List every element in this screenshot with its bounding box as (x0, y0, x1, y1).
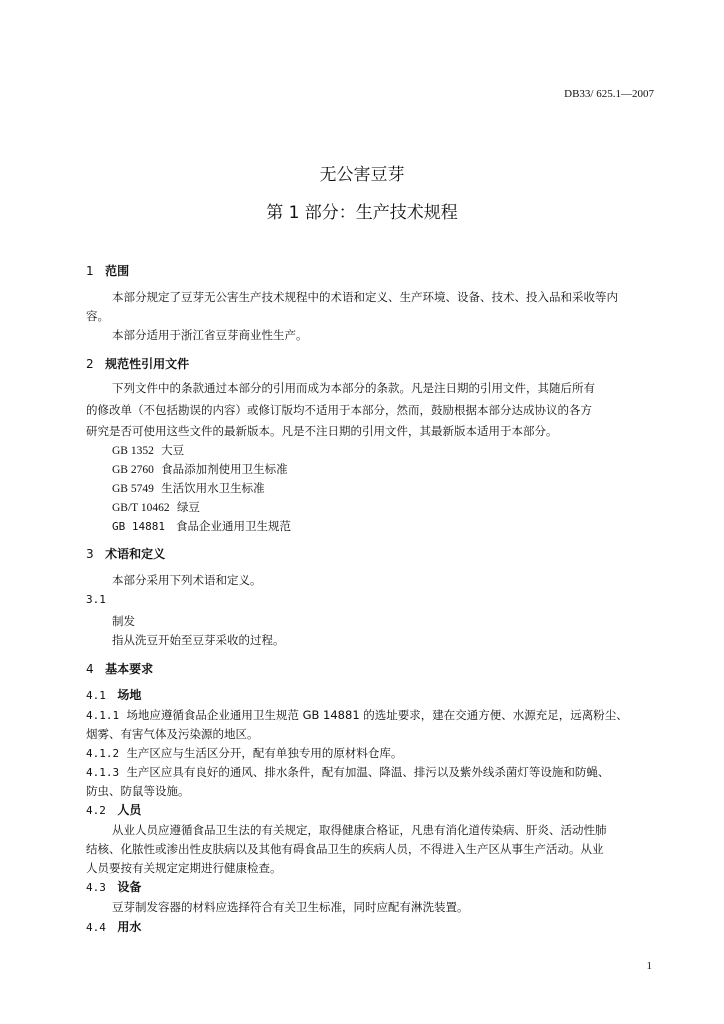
subsection-4-4-heading (86, 918, 141, 935)
paragraph: 容。 (86, 309, 109, 323)
clause-number: 4.1.3 (86, 766, 120, 779)
clause-text: 生产区应具有良好的通风、排水条件，配有加温、降温、排污以及紫外线杀菌灯等设施和防蝇、 (126, 765, 610, 779)
reference-item (112, 459, 288, 480)
paragraph: 下列文件中的条款通过本部分的引用而成为本部分的条款。凡是注日期的引用文件，其随后所有 (112, 381, 595, 395)
subsection-title: 场地 (117, 688, 142, 702)
reference-item (112, 440, 184, 461)
reference-name: 食品添加剂使用卫生标准 (161, 462, 288, 476)
document-subtitle: 第 1 部分：生产技术规程 (266, 203, 458, 223)
reference-code: GB 1352 (112, 445, 154, 457)
subsection-number: 3.1 (86, 593, 106, 606)
page-number: 1 (646, 960, 652, 972)
reference-item (112, 497, 200, 518)
section-number: 1 (86, 264, 94, 278)
section-number: 4 (86, 662, 94, 676)
section-3-heading (86, 545, 165, 562)
paragraph: 烟雾、有害气体及污染源的地区。 (86, 727, 259, 741)
section-2-heading (86, 355, 189, 372)
term-definition: 指从洗豆开始至豆芽采收的过程。 (112, 633, 285, 647)
reference-code: GB 2760 (112, 464, 154, 476)
section-number: 3 (86, 547, 94, 561)
reference-name: 生活饮用水卫生标准 (161, 481, 265, 495)
section-number: 2 (86, 357, 94, 371)
clause-4-1-2 (86, 743, 402, 764)
paragraph: 结核、化脓性或渗出性皮肤病以及其他有碍食品卫生的疾病人员，不得进入生产区从事生产活动。从业 (86, 842, 604, 856)
section-4-heading (86, 660, 153, 677)
clause-text: 场地应遵循食品企业通用卫生规范 GB 14881 的选址要求，建在交通方便、水源充足，远离粉尘、 (126, 708, 628, 722)
term: 制发 (112, 614, 135, 628)
document-title: 无公害豆芽 (319, 165, 405, 185)
paragraph: 豆芽制发容器的材料应选择符合有关卫生标准，同时应配有淋洗装置。 (112, 900, 469, 914)
paragraph: 从业人员应遵循食品卫生法的有关规定，取得健康合格证，凡患有消化道传染病、肝炎、活动性肺 (112, 823, 607, 837)
subsection-number: 4.3 (86, 881, 106, 894)
subsection-title: 人员 (117, 803, 142, 817)
paragraph: 的修改单（不包括勘误的内容）或修订版均不适用于本部分，然而，鼓励根据本部分达成协议的各方 (86, 403, 592, 417)
reference-name: 食品企业通用卫生规范 (175, 519, 291, 533)
reference-name: 大豆 (161, 443, 185, 457)
paragraph: 防虫、防鼠等设施。 (86, 784, 190, 798)
reference-item (112, 478, 265, 499)
subsection-title: 设备 (117, 880, 142, 894)
section-title: 范围 (105, 264, 130, 278)
paragraph: 本部分采用下列术语和定义。 (112, 573, 262, 587)
clause-4-1-1 (86, 705, 628, 726)
paragraph: 本部分规定了豆芽无公害生产技术规程中的术语和定义、生产环境、设备、技术、投入品和采收等内 (112, 290, 618, 304)
clause-4-1-3 (86, 762, 609, 783)
section-title: 术语和定义 (105, 547, 166, 561)
subsection-number: 4.1 (86, 689, 106, 702)
reference-item (112, 516, 291, 537)
subsection-title: 用水 (117, 920, 142, 934)
clause-number: 4.1.2 (86, 747, 120, 760)
reference-code: GB 5749 (112, 483, 154, 495)
document-number: DB33/ 625.1—2007 (564, 88, 654, 100)
subsection-number: 4.4 (86, 921, 106, 934)
section-1-heading (86, 262, 129, 279)
paragraph: 本部分适用于浙江省豆芽商业性生产。 (112, 328, 308, 342)
reference-code: GB 14881 (112, 520, 165, 533)
subsection-4-2-heading (86, 801, 141, 818)
reference-code: GB/T 10462 (112, 502, 170, 514)
paragraph: 研究是否可使用这些文件的最新版本。凡是不注日期的引用文件，其最新版本适用于本部分。 (86, 424, 558, 438)
section-title: 基本要求 (105, 662, 154, 676)
subsection-4-1-heading (86, 686, 141, 703)
subsection-number: 4.2 (86, 804, 106, 817)
subsection-4-3-heading (86, 878, 141, 895)
paragraph: 人员要按有关规定定期进行健康检查。 (86, 861, 282, 875)
section-title: 规范性引用文件 (105, 357, 190, 371)
clause-text: 生产区应与生活区分开，配有单独专用的原材料仓库。 (126, 746, 403, 760)
reference-name: 绿豆 (176, 500, 200, 514)
clause-number: 4.1.1 (86, 709, 120, 722)
